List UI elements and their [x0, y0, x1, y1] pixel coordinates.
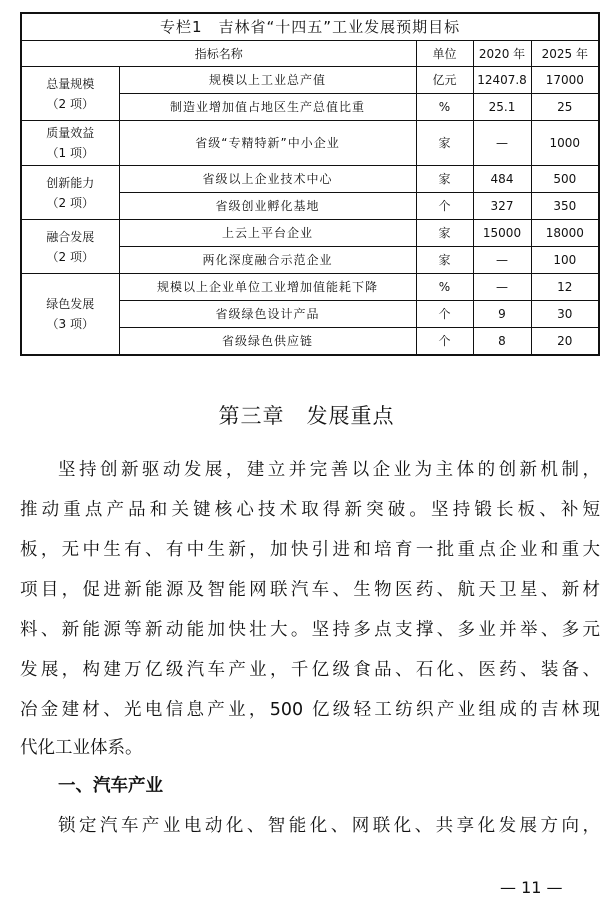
- y2020-cell: 25.1: [473, 94, 531, 121]
- y2025-cell: 30: [531, 301, 599, 328]
- unit-cell: %: [416, 274, 473, 301]
- category-name: 总量规模: [46, 76, 95, 91]
- category-name: 创新能力: [46, 175, 95, 190]
- indicator-cell: 上云上平台企业: [119, 220, 416, 247]
- paragraph-line: 推动重点产品和关键核心技术取得新突破。坚持锻长板、补短: [20, 500, 600, 520]
- y2020-cell: —: [473, 274, 531, 301]
- category-cell: [21, 67, 119, 121]
- y2025-cell: 12: [531, 274, 599, 301]
- paragraph-line: 发展，构建万亿级汽车产业，千亿级食品、石化、医药、装备、: [20, 660, 600, 680]
- paragraph-line: 坚持创新驱动发展，建立并完善以企业为主体的创新机制，: [58, 460, 600, 480]
- indicator-cell: 省级绿色供应链: [119, 328, 416, 356]
- table-row: [21, 166, 599, 193]
- category-cell: [21, 166, 119, 220]
- category-cell: [21, 220, 119, 274]
- y2025-cell: 20: [531, 328, 599, 356]
- section-line: 锁定汽车产业电动化、智能化、网联化、共享化发展方向，: [58, 816, 600, 836]
- unit-cell: 家: [416, 121, 473, 166]
- y2025-cell: 100: [531, 247, 599, 274]
- y2025-cell: 17000: [531, 67, 599, 94]
- y2020-cell: 327: [473, 193, 531, 220]
- indicator-cell: 制造业增加值占地区生产总值比重: [119, 94, 416, 121]
- section-heading: 一、汽车产业: [58, 776, 163, 796]
- table-title: 专栏1 吉林省“十四五”工业发展预期目标: [21, 13, 599, 41]
- category-name: 绿色发展: [46, 297, 95, 311]
- y2025-cell: 350: [531, 193, 599, 220]
- category-count: （2 项）: [46, 96, 94, 111]
- unit-cell: %: [416, 94, 473, 121]
- targets-table: [20, 12, 600, 356]
- table-row: [21, 67, 599, 94]
- indicator-cell: 规模以上工业总产值: [119, 67, 416, 94]
- category-count: （2 项）: [46, 195, 94, 210]
- header-2025: 2025 年: [531, 41, 599, 67]
- y2025-cell: 18000: [531, 220, 599, 247]
- header-indicator: 指标名称: [21, 41, 416, 67]
- category-cell: [21, 121, 119, 166]
- table-row: [21, 121, 599, 166]
- paragraph-line: 板，无中生有、有中生新，加快引进和培育一批重点企业和重大: [20, 540, 600, 560]
- unit-cell: 家: [416, 247, 473, 274]
- paragraph-line: 代化工业体系。: [20, 738, 143, 758]
- category-count: （1 项）: [46, 146, 94, 160]
- header-2020: 2020 年: [473, 41, 531, 67]
- y2020-cell: 9: [473, 301, 531, 328]
- table-row: [21, 274, 599, 301]
- unit-cell: 家: [416, 220, 473, 247]
- y2025-cell: 1000: [531, 121, 599, 166]
- y2025-cell: 500: [531, 166, 599, 193]
- category-cell: [21, 274, 119, 356]
- table-row: [21, 220, 599, 247]
- y2020-cell: —: [473, 247, 531, 274]
- category-name: 质量效益: [46, 126, 95, 140]
- category-count: （2 项）: [46, 249, 94, 264]
- unit-cell: 个: [416, 301, 473, 328]
- unit-cell: 个: [416, 328, 473, 356]
- indicator-cell: 省级创业孵化基地: [119, 193, 416, 220]
- indicator-cell: 省级以上企业技术中心: [119, 166, 416, 193]
- y2025-cell: 25: [531, 94, 599, 121]
- header-unit: 单位: [416, 41, 473, 67]
- y2020-cell: 15000: [473, 220, 531, 247]
- unit-cell: 个: [416, 193, 473, 220]
- paragraph-line: 项目，促进新能源及智能网联汽车、生物医药、航天卫星、新材: [20, 580, 600, 600]
- paragraph-line: 冶金建材、光电信息产业，500 亿级轻工纺织产业组成的吉林现: [20, 700, 600, 720]
- indicator-cell: 两化深度融合示范企业: [119, 247, 416, 274]
- y2020-cell: 12407.8: [473, 67, 531, 94]
- y2020-cell: 484: [473, 166, 531, 193]
- y2020-cell: 8: [473, 328, 531, 356]
- paragraph-line: 料、新能源等新动能加快壮大。坚持多点支撑、多业并举、多元: [20, 620, 600, 640]
- indicator-cell: 规模以上企业单位工业增加值能耗下降: [119, 274, 416, 301]
- category-name: 融合发展: [46, 229, 95, 244]
- category-count: （3 项）: [46, 317, 94, 331]
- chapter-title: 第三章 发展重点: [218, 404, 395, 428]
- unit-cell: 家: [416, 166, 473, 193]
- indicator-cell: 省级“专精特新”中小企业: [119, 121, 416, 166]
- y2020-cell: —: [473, 121, 531, 166]
- page-number: — 11 —: [500, 878, 563, 897]
- indicator-cell: 省级绿色设计产品: [119, 301, 416, 328]
- unit-cell: 亿元: [416, 67, 473, 94]
- paragraph: [20, 450, 600, 846]
